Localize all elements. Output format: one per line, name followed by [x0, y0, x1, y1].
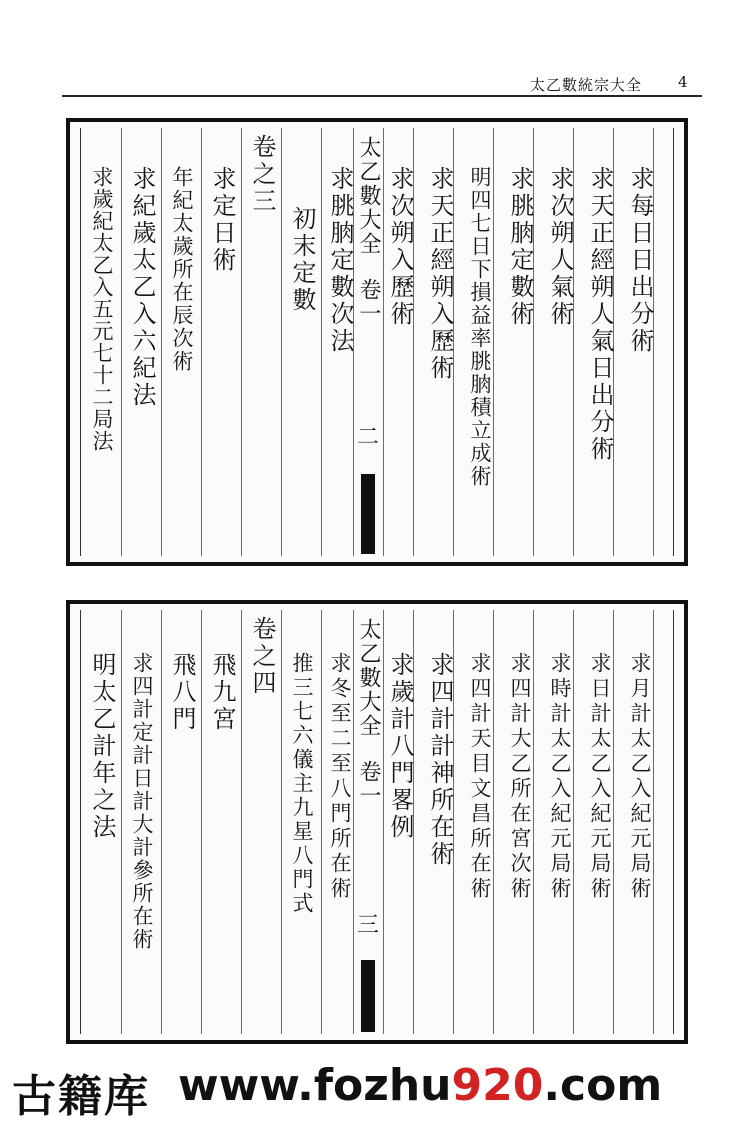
text-column: 求朓朒定數術	[506, 166, 534, 328]
fold-gutter	[354, 128, 382, 556]
gutter-volume: 卷一	[356, 278, 381, 326]
gutter-volume: 卷一	[356, 760, 381, 808]
text-column: 求冬至二至八門所在術	[328, 652, 352, 902]
text-column: 初末定數	[288, 206, 316, 314]
text-column: 求四計定計日計大計參所在術	[130, 652, 154, 951]
gutter-black-mouth	[361, 474, 375, 554]
text-column: 求四計計神所在術	[426, 652, 454, 868]
text-column: 求次朔人氣術	[546, 166, 574, 328]
site-url[interactable]	[178, 1060, 662, 1111]
gutter-leaf-number: 三	[356, 913, 379, 938]
text-column: 求歲計八門畧例	[386, 652, 414, 841]
header-rule	[62, 95, 702, 97]
bottom-scan-panel	[66, 600, 688, 1044]
text-column: 求每日日出分術	[626, 166, 654, 355]
text-column: 求四計大乙所在宮次術	[508, 652, 532, 902]
page-header	[0, 0, 748, 100]
text-column: 求紀歲太乙入六紀法	[128, 166, 156, 409]
top-scan-panel	[66, 118, 688, 566]
text-column: 求四計天目文昌所在術	[468, 652, 492, 902]
url-prefix: www.fozhu	[178, 1060, 452, 1111]
volume-heading: 卷之四	[248, 616, 276, 697]
text-column: 明四七日下損益率朓朒積立成術	[468, 166, 492, 488]
text-column: 求天正經朔入歷術	[426, 166, 454, 382]
url-number: 920	[451, 1060, 544, 1111]
text-column: 求日計太乙入紀元局術	[588, 652, 612, 902]
book-title: 太乙數統宗大全	[530, 76, 643, 94]
site-name: 古籍库	[12, 1071, 150, 1122]
text-column: 求時計太乙入紀元局術	[548, 652, 572, 902]
page-number: 4	[678, 73, 688, 91]
text-column: 求歲紀太乙入五元七十二局法	[90, 166, 114, 452]
bottom-panel-frame	[80, 610, 674, 1034]
text-column: 明太乙計年之法	[88, 652, 116, 841]
top-panel-frame	[80, 128, 674, 556]
text-column: 飛九宮	[208, 652, 236, 733]
watermark-footer	[0, 1052, 748, 1122]
text-column: 求朓朒定數次法	[326, 166, 354, 355]
text-column: 求天正經朔人氣日出分術	[586, 166, 614, 463]
volume-heading: 卷之三	[248, 134, 276, 215]
gutter-title: 太乙數大全	[356, 136, 381, 256]
text-column: 求定日術	[208, 166, 236, 274]
text-column: 推三七六儀主九星八門式	[290, 652, 314, 916]
text-column: 求月計太乙入紀元局術	[628, 652, 652, 902]
gutter-title: 太乙數大全	[356, 618, 381, 738]
text-column: 求次朔入歷術	[386, 166, 414, 328]
text-column: 年紀太歲所在辰次術	[170, 166, 194, 373]
gutter-leaf-number: 二	[356, 425, 379, 450]
gutter-black-mouth	[361, 960, 375, 1032]
text-column: 飛八門	[168, 652, 196, 733]
fold-gutter	[354, 610, 382, 1034]
url-suffix: .com	[543, 1060, 663, 1111]
